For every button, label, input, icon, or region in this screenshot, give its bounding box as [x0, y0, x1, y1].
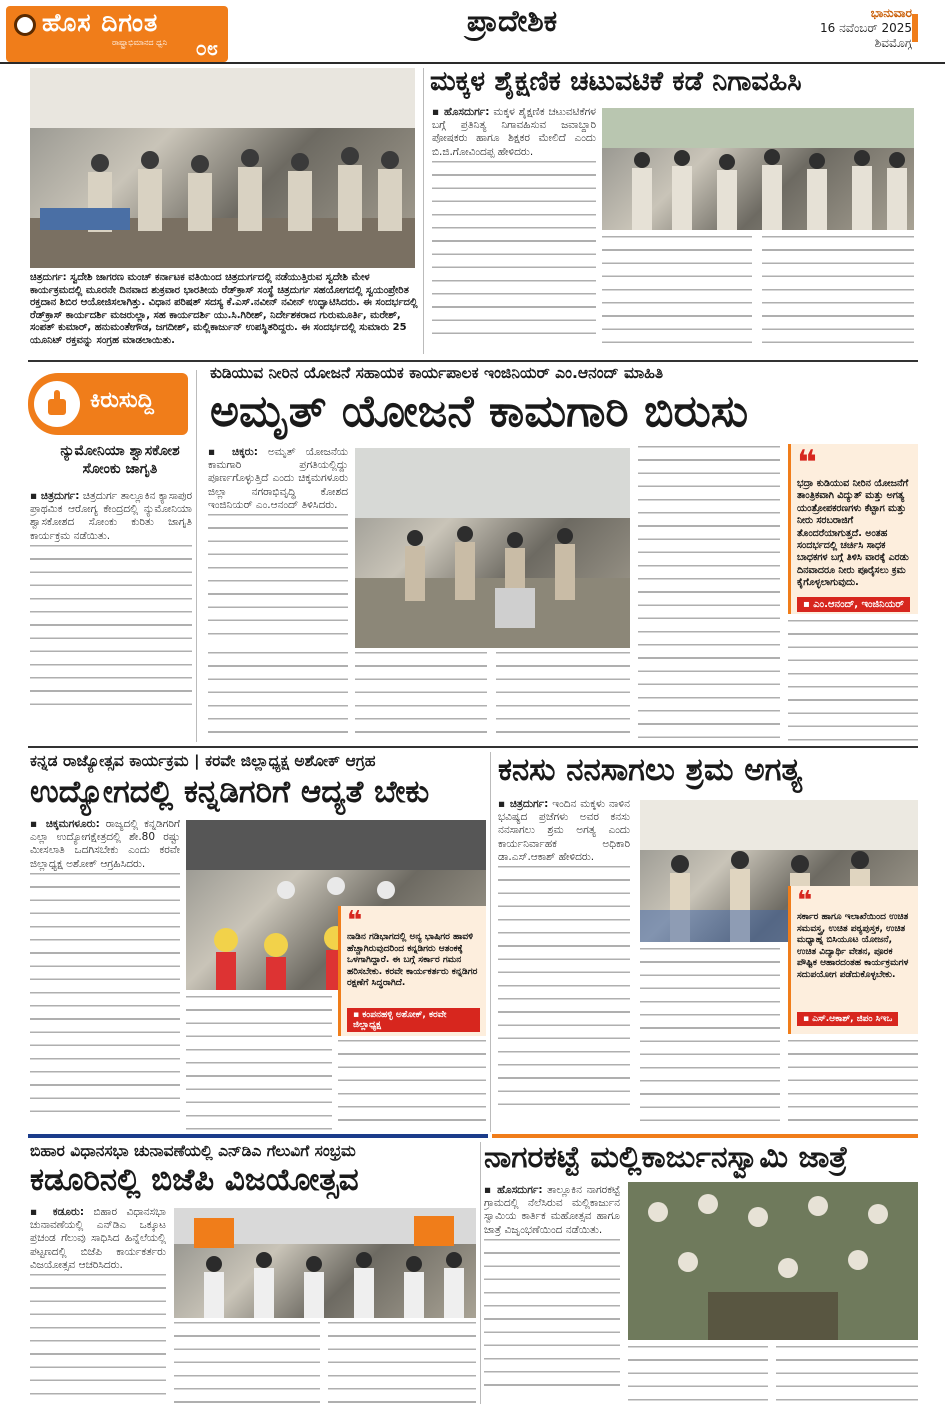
- masthead-name: ಹೊಸ ದಿಗಂತ: [42, 8, 159, 37]
- photo-caption-1: ಚಿತ್ರದುರ್ಗ: ಸ್ವದೇಶಿ ಜಾಗರಣ ಮಂಚ್ ಕರ್ನಾಟಕ ವತಿಯಿಂದ ಚಿತ್ರದುರ್ಗದಲ್ಲಿ ನಡೆಯುತ್ತಿರುವ ಸ್ವದೇಶಿ ಮೇಳ ಕಾರ್ಯಕ್ರಮದಲ್ಲಿ ಮೂರನೇ ದಿನವಾದ ಶುಕ್ರವಾರ ಭಾರತೀಯ ರೆಡ್‌ಕ್ರಾಸ್ ಸಂಸ್ಥೆ ಚಿತ್ರದುರ್ಗ ಸಹಯೋಗದಲ್ಲಿ ಸ್ವಯಂಪ್ರೇರಿತ ರಕ್ತದಾನ ಶಿಬಿರ ಆಯೋಜಿಸಲಾಗಿತ್ತು. ವಿಧಾನ ಪರಿಷತ್ ಸದಸ್ಯ ಕೆ.ಎಸ್.ನವೀನ್ ನವೀನ್ ಉದ್ಘಾಟಿಸಿದರು. ಈ ಸಂದರ್ಭದಲ್ಲಿ ರೆಡ್‌ಕ್ರಾಸ್ ಕಾರ್ಯದರ್ಶಿ ಮಜರುಲ್ಲಾ, ಸಹ ಕಾರ್ಯದರ್ಶಿ ಯು.ಸಿ.ಗಿರೀಶ್, ನಿರ್ದೇಶಕರಾದ ಗುರುಮೂರ್ತಿ, ಮರೇಶ್, ಸಂಪತ್ ಕುಮಾರ್, ಹನುಮಂತೇಗೌಡ, ಜಗದೀಶ್, ಮಲ್ಲಿಕಾರ್ಜುನ್ ಉಪಸ್ಥಿತರಿದ್ದರು. ಈ ಸಂದರ್ಭದಲ್ಲಿ ಸುಮಾರು 25 ಯೂನಿಟ್ ರಕ್ತವನ್ನು ಸಂಗ್ರಹ ಮಾಡಲಾಯಿತು.: [30, 272, 418, 346]
- story4-headline: ಕನಸು ನನಸಾಗಲು ಶ್ರಮ ಅಗತ್ಯ: [498, 752, 803, 788]
- story3-dateline: ▪ ಚಿಕ್ಕಮಗಳೂರು:: [30, 818, 100, 830]
- bjp-celebration-photo: [174, 1208, 476, 1318]
- story6-body-text-3: [776, 1346, 918, 1404]
- school-event-photo: [602, 108, 914, 230]
- story4-body-text: [498, 866, 630, 1116]
- story3-body-text-3: [338, 1040, 486, 1130]
- story3-quote: ನಾಡಿನ ಗಡಿಭಾಗದಲ್ಲಿ ಅನ್ಯ ಭಾಷಿಗರ ಹಾವಳಿ ಹೆಚ್ಚಾಗಿರುವುದರಿಂದ ಕನ್ನಡಿಗರು ಆತಂಕಕ್ಕೆ ಒಳಗಾಗಿದ್ದಾರೆ. ಈ ಬಗ್ಗೆ ಸರ್ಕಾರ ಗಮನ ಹರಿಸಬೇಕು. ಕರವೇ ಕಾರ್ಯಕರ್ತರು ಕನ್ನಡಿಗರ ರಕ್ಷಣೆಗೆ ಸಿದ್ಧರಾಗಿದೆ.: [347, 932, 478, 989]
- kiru-body-text: [30, 545, 192, 715]
- story1-body-text-3: [762, 236, 914, 354]
- story6-dateline: ▪ ಹೊಸದುರ್ಗ:: [484, 1184, 543, 1196]
- column-rule: [196, 370, 197, 742]
- story2-body-text-6: [788, 620, 918, 742]
- page-number: ೦೮: [195, 36, 218, 60]
- story6-body-col2: [628, 1346, 768, 1404]
- quote-icon: ❝: [797, 444, 817, 483]
- header-rule: [0, 62, 945, 64]
- story6-lead-text: ತಾಲ್ಲೂಕಿನ ನಾಗರಕಟ್ಟೆ ಗ್ರಾಮದಲ್ಲಿ ನೆಲೆಸಿರುವ ಮಲ್ಲಿಕಾರ್ಜುನ ಸ್ವಾಮಿಯ ಕಾರ್ತಿಕ ಮಹೋತ್ಸವ ಹಾಗೂ ಜಾತ್ರೆ ವಿಜೃಂಭಣೆಯಿಂದ ನಡೆಯಿತು.: [484, 1184, 620, 1236]
- story5-body-col1: [30, 1206, 166, 1404]
- story5-body-text-3: [328, 1322, 476, 1404]
- story1-body-col3: [762, 236, 914, 354]
- story4-quote: ಸರ್ಕಾರ ಹಾಗೂ ಇಲಾಖೆಯಿಂದ ಉಚಿತ ಸಮವಸ್ತ್ರ, ಉಚಿತ ಪಠ್ಯಪುಸ್ತಕ, ಉಚಿತ ಮಧ್ಯಾಹ್ನ ಬಿಸಿಯೂಟ ಯೋಜನೆ, ಉಚಿತ ವಿದ್ಯಾರ್ಥಿ ವೇತನ, ಪೂರಕ ಪೌಷ್ಟಿಕ ಆಹಾರದಂತಹ ಕಾರ್ಯಕ್ರಮಗಳ ಸದುಪಯೋಗ ಪಡೆದುಕೊಳ್ಳಬೇಕು.: [797, 912, 909, 980]
- story1-dateline: ▪ ಹೊಸದುರ್ಗ:: [432, 106, 490, 118]
- story2-quote-by: ▪ ಎಂ.ಆನಂದ್, ಇಂಜಿನಿಯರ್: [797, 597, 910, 612]
- story2-body-col4: [638, 446, 780, 742]
- story2-body-text-5: [638, 446, 780, 742]
- story3-headline: ಉದ್ಯೋಗದಲ್ಲಿ ಕನ್ನಡಿಗರಿಗೆ ಆದ್ಯತೆ ಬೇಕು: [30, 774, 430, 810]
- story5-body-text-2: [174, 1322, 320, 1404]
- story1-body-col1: [432, 106, 596, 354]
- story3-quote-box: [338, 906, 486, 1036]
- quote-icon: ❝: [797, 886, 813, 916]
- story3-body-col2: [186, 996, 332, 1130]
- story1-body-col2: [602, 236, 752, 354]
- story2-body-col5: [788, 620, 918, 742]
- story2-body-col1: [208, 446, 348, 646]
- story4-quote-by: ▪ ಎಸ್.ಆಕಾಶ್, ಜಿಪಂ ಸಿಇಒ: [797, 1012, 898, 1026]
- story5-headline: ಕಡೂರಿನಲ್ಲಿ ಬಿಜೆಪಿ ವಿಜಯೋತ್ಸವ: [30, 1162, 359, 1198]
- story1-body-text-2: [602, 236, 752, 354]
- kiru-lead-text: ಚಿತ್ರದುರ್ಗ ತಾಲ್ಲೂಕಿನ ಕ್ಯಾಸಾಪುರ ಪ್ರಾಥಮಿಕ ಆರೋಗ್ಯ ಕೇಂದ್ರದಲ್ಲಿ ನ್ಯುಮೋನಿಯಾ ಶ್ವಾಸಕೋಶದ ಸೋಂಕು ಕುರಿತು ಜಾಗೃತಿ ಕಾರ್ಯಕ್ರಮ ನಡೆಯಿತು.: [30, 490, 192, 542]
- kiru-suddi-label: ಕಿರುಸುದ್ದಿ: [90, 388, 154, 413]
- story5-dateline: ▪ ಕಡೂರು:: [30, 1206, 85, 1218]
- story6-body-text-2: [628, 1346, 768, 1404]
- header-accent: [912, 14, 918, 42]
- story2-body-text-3: [355, 652, 487, 742]
- kiru-suddi-badge: [28, 373, 188, 435]
- thumb-icon: [34, 381, 80, 427]
- masthead-logo: [6, 6, 228, 62]
- story4-body-text-3: [788, 1040, 918, 1130]
- amrut-works-photo: [355, 448, 630, 648]
- section-rule-1: [28, 360, 918, 362]
- column-rule: [423, 68, 424, 354]
- section-rule-2: [28, 746, 918, 748]
- story5-body-text: [30, 1274, 166, 1404]
- story2-body-col1b: [208, 652, 348, 742]
- story5-body-col3: [328, 1322, 476, 1404]
- story5-lead-text: ಬಿಹಾರ ವಿಧಾನಸಭಾ ಚುನಾವಣೆಯಲ್ಲಿ ಎನ್‌ಡಿಎ ಒಕ್ಕೂಟ ಪ್ರಚಂಡ ಗೆಲುವು ಸಾಧಿಸಿದ ಹಿನ್ನೆಲೆಯಲ್ಲಿ ಪಟ್ಟಣದಲ್ಲಿ ಬಿಜೆಪಿ ಕಾರ್ಯಕರ್ತರು ವಿಜಯೋತ್ಸವ ಆಚರಿಸಿದರು.: [30, 1206, 166, 1271]
- story4-lead-text: ಇಂದಿನ ಮಕ್ಕಳು ನಾಳಿನ ಭವಿಷ್ಯದ ಪ್ರಜೆಗಳು ಅವರ ಕನಸು ನನಸಾಗಲು ಶ್ರಮ ಅಗತ್ಯ ಎಂದು ಕಾರ್ಯನಿರ್ವಾಹಕ ಅಧಿಕಾರಿ ಡಾ.ಎಸ್.ಆಕಾಶ್ ಹೇಳಿದರು.: [498, 798, 630, 863]
- kiru-suddi-title: ನ್ಯುಮೋನಿಯಾ ಶ್ವಾಸಕೋಶ ಸೋಂಕು ಜಾಗೃತಿ: [60, 443, 180, 477]
- story6-body-text: [484, 1239, 620, 1389]
- issue-day: ಭಾನುವಾರ: [870, 6, 912, 20]
- quote-icon: ❝: [347, 906, 363, 936]
- story2-body-text-2: [208, 652, 348, 742]
- story5-body-col2: [174, 1322, 320, 1404]
- story6-headline: ನಾಗರಕಟ್ಟೆ ಮಲ್ಲಿಕಾರ್ಜುನಸ್ವಾಮಿ ಜಾತ್ರೆ: [484, 1140, 848, 1175]
- story4-body-col3: [788, 1040, 918, 1130]
- column-rule: [480, 1142, 481, 1404]
- story3-kicker: ಕನ್ನಡ ರಾಜ್ಯೋತ್ಸವ ಕಾರ್ಯಕ್ರಮ | ಕರವೇ ಜಿಲ್ಲಾಧ್ಯಕ್ಷ ಅಶೋಕ್ ಆಗ್ರಹ: [30, 752, 376, 770]
- story2-body-text-4: [496, 652, 630, 742]
- story2-body-text: [208, 514, 348, 644]
- story3-body-col3: [338, 1040, 486, 1130]
- story1-lead-text: ಮಕ್ಕಳ ಶೈಕ್ಷಣಿಕ ಚಟುವಟಿಕೆಗಳ ಬಗ್ಗೆ ಪ್ರತಿನಿತ್ಯ ನಿಗಾವಹಿಸುವ ಜವಾಬ್ದಾರಿ ಪೋಷಕರು ಹಾಗೂ ಶಿಕ್ಷಕರ ಮೇಲಿದೆ ಎಂದು ಬಿ.ಜಿ.ಗೋವಿಂದಪ್ಪ ಹೇಳಿದರು.: [432, 106, 596, 158]
- jatre-photo: [628, 1182, 918, 1340]
- masthead-tagline: ರಾಷ್ಟ್ರಾಭಿಮಾನದ ಧ್ವನಿ: [112, 38, 168, 47]
- story1-body-text: [432, 161, 596, 337]
- story5-kicker: ಬಿಹಾರ ವಿಧಾನಸಭಾ ಚುನಾವಣೆಯಲ್ಲಿ ಎನ್‌ಡಿಎ ಗೆಲುವಿಗೆ ಸಂಭ್ರಮ: [30, 1142, 356, 1160]
- story3-body-text-2: [186, 996, 332, 1130]
- column-rule: [490, 752, 491, 1132]
- story2-body-col2: [355, 652, 487, 742]
- section-rule-3b: [492, 1134, 918, 1138]
- section-title: ಪ್ರಾದೇಶಿಕ: [466, 4, 558, 39]
- date-box: [808, 6, 912, 52]
- story2-lead-text: ಅಮೃತ್ ಯೋಜನೆಯ ಕಾಮಗಾರಿ ಪ್ರಗತಿಯಲ್ಲಿದ್ದು ಪೂರ್ಣಗೊಳ್ಳುತ್ತಿದೆ ಎಂದು ಚಿಕ್ಕಮಗಳೂರು ಜಿಲ್ಲಾ ನಗರಾಭಿವೃದ್ಧಿ ಕೋಶದ ಇಂಜಿನಿಯರ್ ಎಂ.ಆನಂದ್ ತಿಳಿಸಿದರು.: [208, 446, 348, 511]
- story4-dateline: ▪ ಚಿತ್ರದುರ್ಗ:: [498, 798, 549, 810]
- story3-body-text: [30, 873, 180, 1113]
- story2-headline: ಅಮೃತ್ ಯೋಜನೆ ಕಾಮಗಾರಿ ಬಿರುಸು: [210, 386, 749, 437]
- story1-headline: ಮಕ್ಕಳ ಶೈಕ್ಷಣಿಕ ಚಟುವಟಿಕೆ ಕಡೆ ನಿಗಾವಹಿಸಿ: [430, 66, 802, 97]
- story3-lead-text: ರಾಜ್ಯದಲ್ಲಿ ಕನ್ನಡಿಗರಿಗೆ ಎಲ್ಲಾ ಉದ್ಯೋಗಕ್ಷೇತ್ರದಲ್ಲಿ ಶೇ.80 ರಷ್ಟು ಮೀಸಲಾತಿ ಒದಗಿಸಬೇಕು ಎಂದು ಕರವೇ ಜಿಲ್ಲಾಧ್ಯಕ್ಷ ಅಶೋಕ್ ಆಗ್ರಹಿಸಿದರು.: [30, 818, 180, 870]
- story2-quote-box: [788, 444, 918, 614]
- story6-body-col1: [484, 1184, 620, 1404]
- story3-quote-by: ▪ ಕಂಪನಹಳ್ಳಿ ಅಶೋಕ್, ಕರವೇ ಜಿಲ್ಲಾಧ್ಯಕ್ಷ: [347, 1008, 480, 1032]
- kiru-dateline: ▪ ಚಿತ್ರದುರ್ಗ:: [30, 490, 80, 502]
- section-rule-3a: [28, 1134, 488, 1138]
- issue-city: ಶಿವಮೊಗ್ಗ: [874, 36, 912, 50]
- story4-quote-box: [788, 886, 918, 1034]
- story4-body-text-2: [640, 948, 780, 1130]
- story4-body-col1: [498, 798, 630, 1130]
- kiru-suddi-body: [30, 490, 192, 740]
- story6-body-col3: [776, 1346, 918, 1404]
- issue-date: 16 ನವೆಂಬರ್ 2025: [820, 21, 912, 35]
- emblem-icon: [14, 14, 36, 36]
- story4-body-col2: [640, 948, 780, 1130]
- story2-kicker: ಕುಡಿಯುವ ನೀರಿನ ಯೋಜನೆ ಸಹಾಯಕ ಕಾರ್ಯಪಾಲಕ ಇಂಜಿನಿಯರ್ ಎಂ.ಆನಂದ್ ಮಾಹಿತಿ: [210, 364, 664, 382]
- story2-body-col3: [496, 652, 630, 742]
- blood-donation-photo: [30, 68, 415, 268]
- story3-body-col1: [30, 818, 180, 1130]
- story2-quote: ಭದ್ರಾ ಕುಡಿಯುವ ನೀರಿನ ಯೋಜನೆಗೆ ತಾಂತ್ರಿಕವಾಗಿ ವಿದ್ಯುತ್ ಮತ್ತು ಅಗತ್ಯ ಯಂತ್ರೋಪಕರಣಗಳು ಕೆಟ್ಟಾಗ ಮತ್ತು ನೀರು ಸರಬರಾಜಿಗೆ ತೊಂದರೆಯಾಗುತ್ತದೆ. ಅಂತಹ ಸಂದರ್ಭದಲ್ಲಿ ಚರ್ಚಿಸಿ ಸಾಧಕ ಬಾಧಕಗಳ ಬಗ್ಗೆ ತಿಳಿಸಿ ವಾರಕ್ಕೆ ಎರಡು ದಿನವಾದರೂ ನೀರು ಪೂರೈಸಲು ಕ್ರಮ ಕೈಗೊಳ್ಳಲಾಗುವುದು.: [797, 478, 909, 589]
- story2-dateline: ▪ ಚಿಕ್ಕರು:: [208, 446, 258, 458]
